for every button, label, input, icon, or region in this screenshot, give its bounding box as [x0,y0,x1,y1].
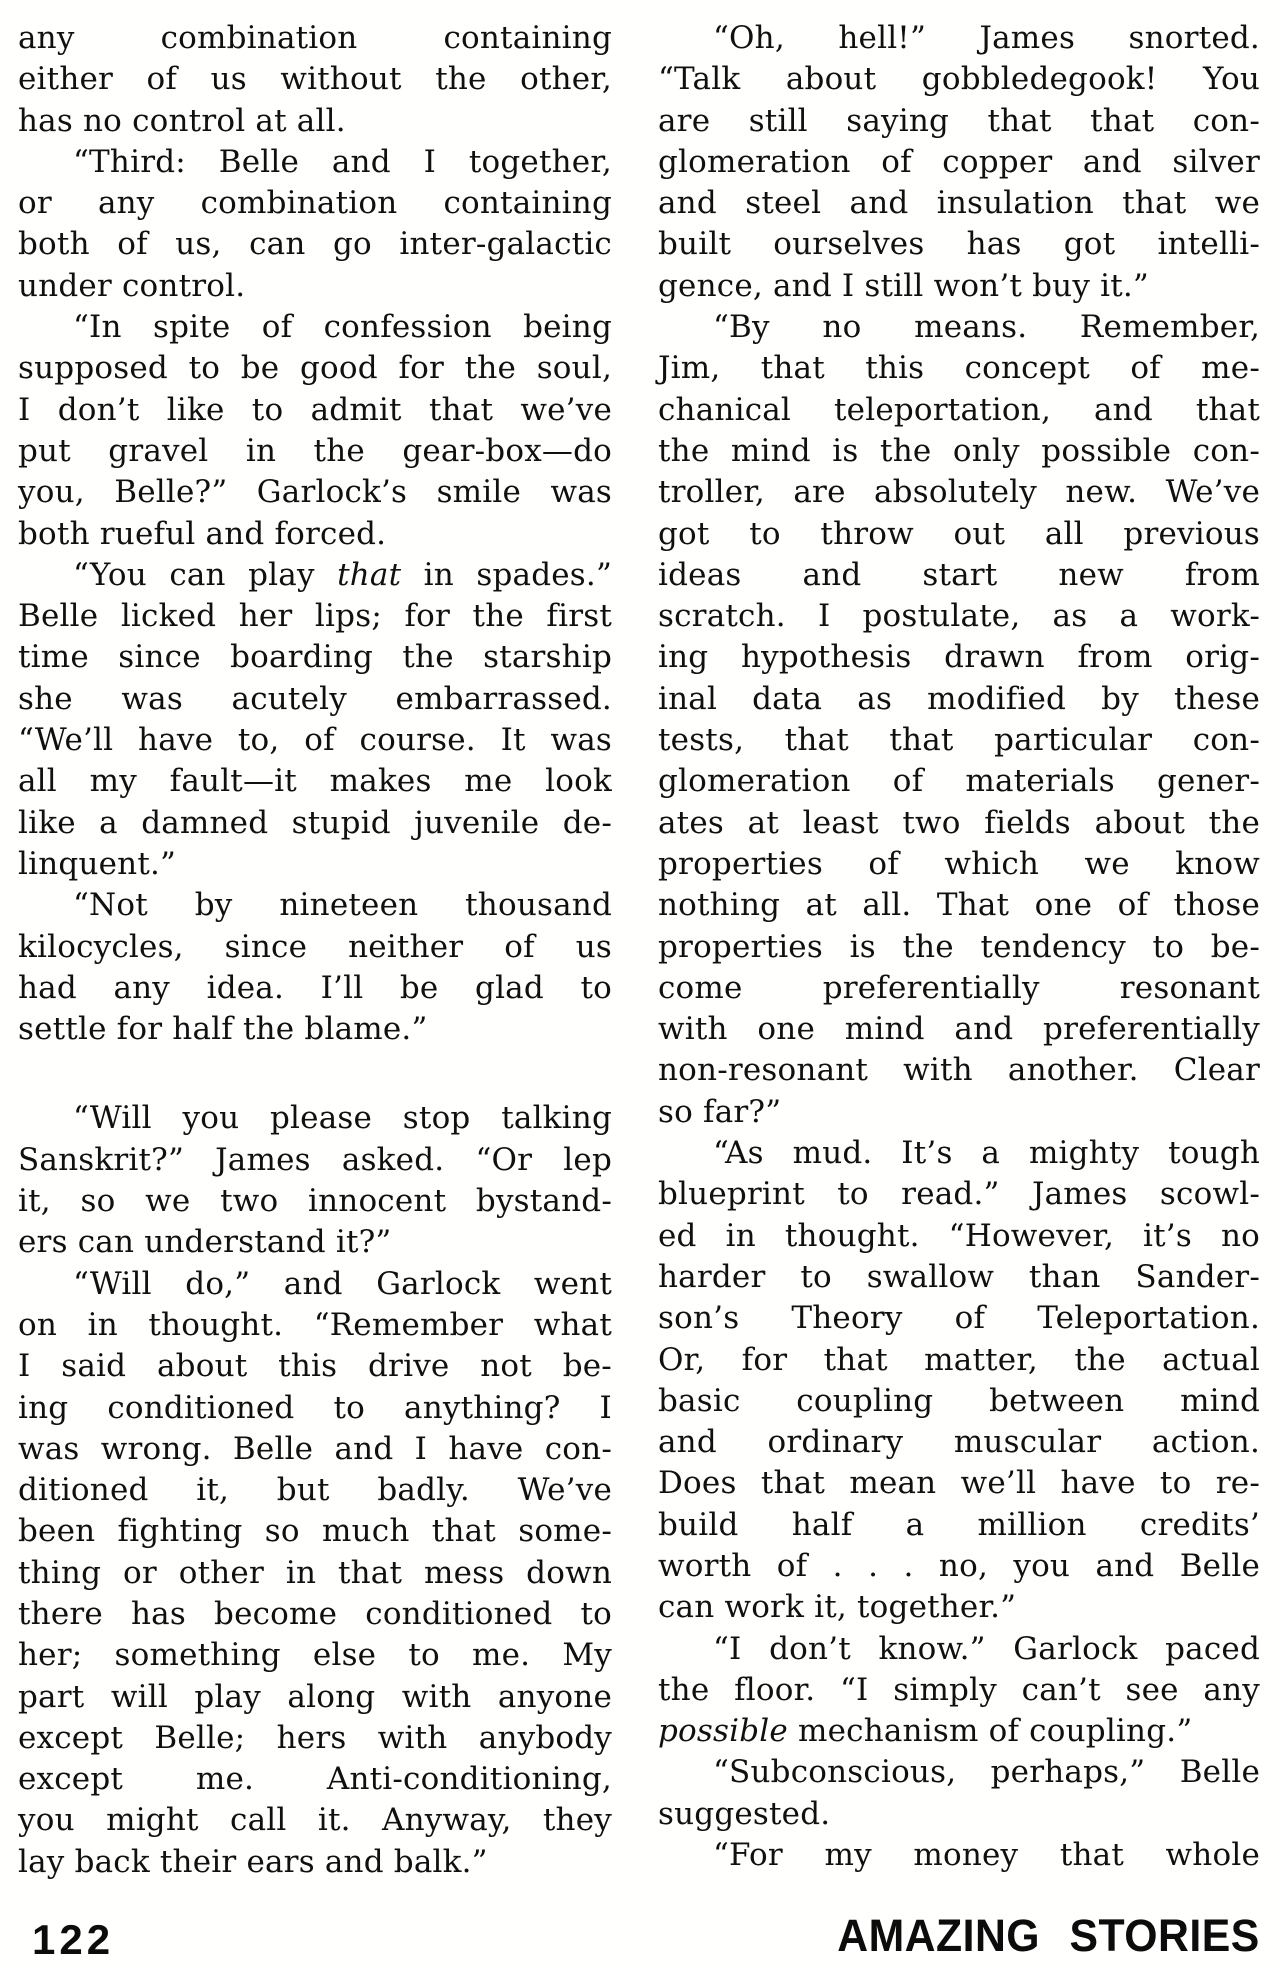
text-line [658,431,1260,472]
page-number: 122 [32,1916,115,1963]
text-run: mechanism of coupling.” [787,1713,1193,1750]
text-run: has no control at all. [18,102,346,139]
text-run: “Oh, hell!” James snorted. [713,20,1260,56]
text-line [658,1298,1260,1339]
text-run: “By no means. Remember, [713,309,1260,346]
text-run: like a damned stupid juvenile de- [18,804,612,841]
text-line [18,18,612,59]
text-line [18,1635,612,1676]
text-run: “In spite of confession being [73,309,612,346]
text-line [18,348,612,389]
text-run: “Will do,” and Garlock went [73,1265,612,1302]
text-run: thing or other in that mess down [18,1554,612,1591]
text-line [658,1835,1260,1876]
text-line [658,1216,1260,1257]
text-run: “I don’t know.” Garlock paced [713,1630,1260,1667]
text-line [658,555,1260,596]
text-run: except Belle; hers with anybody [18,1719,612,1756]
text-run: ates at least two fields about the [658,804,1260,841]
text-line [658,1711,1260,1752]
left-column [18,18,612,1883]
text-run: any combination containing [18,20,612,56]
text-run: and ordinary muscular action. [658,1424,1260,1461]
text-line [658,968,1260,1009]
text-run: “Third: Belle and I together, [73,143,612,180]
text-run: harder to swallow than Sander- [658,1258,1260,1295]
text-line [18,224,612,265]
text-run: “Talk about gobbledegook! You [658,61,1260,98]
text-run: had any idea. I’ll be glad to [18,969,612,1006]
text-run: ing conditioned to anything? I [18,1389,612,1426]
text-line [658,885,1260,926]
text-line [18,183,612,224]
text-run: Sanskrit?” James asked. “Or lep [18,1141,612,1178]
text-run: in spades.” [401,556,612,593]
text-line [18,844,612,885]
text-line [658,183,1260,224]
text-line [18,390,612,431]
text-run: I said about this drive not be- [18,1348,612,1385]
text-line [18,885,612,926]
text-run: ers can understand it?” [18,1224,392,1261]
text-line [658,18,1260,59]
text-run: “Subconscious, perhaps,” Belle [713,1754,1260,1791]
text-line [658,1092,1260,1133]
text-run: Belle licked her lips; for the first [18,598,612,635]
text-run: with one mind and preferentially [658,1011,1260,1048]
text-run: Or, for that matter, the actual [658,1341,1260,1378]
text-run: suggested. [658,1795,831,1832]
text-line [18,1388,612,1429]
text-run: both of us, can go inter-galactic [18,226,612,263]
text-line [18,1264,612,1305]
text-run: kilocycles, since neither of us [18,928,612,965]
text-line [18,514,612,555]
text-run: the floor. “I simply can’t see any [658,1671,1260,1708]
text-line [18,101,612,142]
text-run: her; something else to me. My [18,1637,612,1674]
text-run: you, Belle?” Garlock’s smile was [18,474,612,511]
text-run: inal data as modified by these [658,680,1260,717]
text-line [658,1340,1260,1381]
text-line [18,1305,612,1346]
text-run: under control. [18,267,246,304]
text-line [18,637,612,678]
text-line [18,1553,612,1594]
text-line [658,472,1260,513]
text-run: tests, that that particular con- [658,722,1260,759]
text-line [18,1009,612,1050]
text-run: time since boarding the starship [18,639,612,676]
text-line [18,472,612,513]
text-line [18,307,612,348]
text-run: worth of . . . no, you and Belle [658,1547,1260,1584]
text-run: ditioned it, but badly. We’ve [18,1472,612,1509]
text-run: non-resonant with another. Clear [658,1052,1260,1089]
text-run: come preferentially resonant [658,969,1260,1006]
text-run: “Not by nineteen thousand [73,887,612,924]
text-run: are still saying that that con- [658,102,1260,139]
text-line [658,803,1260,844]
text-line [18,1800,612,1841]
text-line [18,1842,612,1883]
text-run: son’s Theory of Teleportation. [658,1300,1260,1337]
text-line [18,555,612,596]
text-line [658,1050,1260,1091]
text-run: properties is the tendency to be- [658,928,1260,965]
text-run: and steel and insulation that we [658,185,1260,222]
text-run: been fighting so much that some- [18,1513,612,1550]
text-line [18,927,612,968]
text-line [18,1511,612,1552]
text-line [658,1257,1260,1298]
text-run: either of us without the other, [18,61,612,98]
text-run: blueprint to read.” James scowl- [658,1176,1260,1213]
text-run: or any combination containing [18,185,612,222]
text-line [658,1133,1260,1174]
text-line [18,803,612,844]
text-run: there has become conditioned to [18,1595,612,1632]
text-line [658,307,1260,348]
italic-text-run: possible [658,1713,788,1750]
magazine-title: AMAZING STORIES [837,1910,1260,1961]
text-line [18,1181,612,1222]
text-line [18,142,612,183]
text-line [658,1174,1260,1215]
text-line [18,59,612,100]
text-line [658,1422,1260,1463]
text-run: so far?” [658,1093,782,1130]
text-line [18,1718,612,1759]
text-line [658,1629,1260,1670]
text-run: you might call it. Anyway, they [18,1802,612,1839]
text-run: lay back their ears and balk.” [18,1843,488,1880]
italic-text-run: that [337,556,402,593]
text-line [658,224,1260,265]
text-run: “As mud. It’s a mighty tough [713,1135,1260,1172]
text-line [18,596,612,637]
text-line [658,1009,1260,1050]
text-line [658,720,1260,761]
text-run: it, so we two innocent bystand- [18,1183,612,1220]
text-line [658,59,1260,100]
text-run: on in thought. “Remember what [18,1306,612,1343]
text-line [658,637,1260,678]
text-run: got to throw out all previous [658,515,1260,552]
text-run: all my fault—it makes me look [18,763,612,800]
text-line [18,431,612,472]
text-run: build half a million credits’ [658,1506,1260,1543]
text-line [658,927,1260,968]
text-run: supposed to be good for the soul, [18,350,612,387]
text-run: ideas and start new from [658,556,1260,593]
text-line [18,266,612,307]
text-run: “We’ll have to, of course. It was [18,722,612,759]
text-run: except me. Anti-conditioning, [18,1761,612,1798]
text-line [18,761,612,802]
text-line [658,266,1260,307]
text-run: basic coupling between mind [658,1382,1260,1419]
text-line [658,596,1260,637]
text-run: the mind is the only possible con- [658,432,1260,469]
text-run: part will play along with anyone [18,1678,612,1715]
text-run: I don’t like to admit that we’ve [18,391,612,428]
text-run: nothing at all. That one of those [658,887,1260,924]
text-run: glomeration of materials gener- [658,763,1260,800]
text-line [658,1546,1260,1587]
text-line [658,1752,1260,1793]
text-line [18,1140,612,1181]
text-run: linquent.” [18,845,177,882]
text-run: “For my money that whole [713,1837,1260,1874]
text-run: she was acutely embarrassed. [18,680,612,717]
text-run: gence, and I still won’t buy it.” [658,267,1149,304]
text-line [658,514,1260,555]
text-line [658,390,1260,431]
text-line [658,1794,1260,1835]
text-line [658,142,1260,183]
text-run: “You can play [73,556,338,593]
text-line [18,720,612,761]
text-line [658,1463,1260,1504]
text-line [18,1759,612,1800]
text-line [658,348,1260,389]
text-run: ing hypothesis drawn from orig- [658,639,1260,676]
text-line [18,1470,612,1511]
text-line [658,1670,1260,1711]
text-line [18,1098,612,1139]
text-run: chanical teleportation, and that [658,391,1260,428]
right-column [658,18,1260,1876]
text-line [658,1505,1260,1546]
text-line [658,1381,1260,1422]
text-run: Does that mean we’ll have to re- [658,1465,1260,1502]
text-run: can work it, together.” [658,1589,1017,1626]
text-run: “Will you please stop talking [73,1100,612,1137]
text-line [658,1587,1260,1628]
text-run: ed in thought. “However, it’s no [658,1217,1260,1254]
text-line [18,1346,612,1387]
text-line [658,679,1260,720]
text-run: Jim, that this concept of me- [658,350,1260,387]
text-run: scratch. I postulate, as a work- [658,598,1260,635]
text-run: both rueful and forced. [18,515,387,552]
text-run: properties of which we know [658,845,1260,882]
text-line [18,1677,612,1718]
text-run: troller, are absolutely new. We’ve [658,474,1260,511]
text-line [18,968,612,1009]
text-line [18,1222,612,1263]
text-line [658,844,1260,885]
text-run: settle for half the blame.” [18,1011,428,1048]
text-line [658,761,1260,802]
text-line [18,1429,612,1470]
text-run: was wrong. Belle and I have con- [18,1430,612,1467]
text-line [658,101,1260,142]
text-run: built ourselves has got intelli- [658,226,1260,263]
text-line [18,679,612,720]
text-line [18,1594,612,1635]
text-run: glomeration of copper and silver [658,143,1260,180]
text-run: put gravel in the gear-box—do [18,432,612,469]
